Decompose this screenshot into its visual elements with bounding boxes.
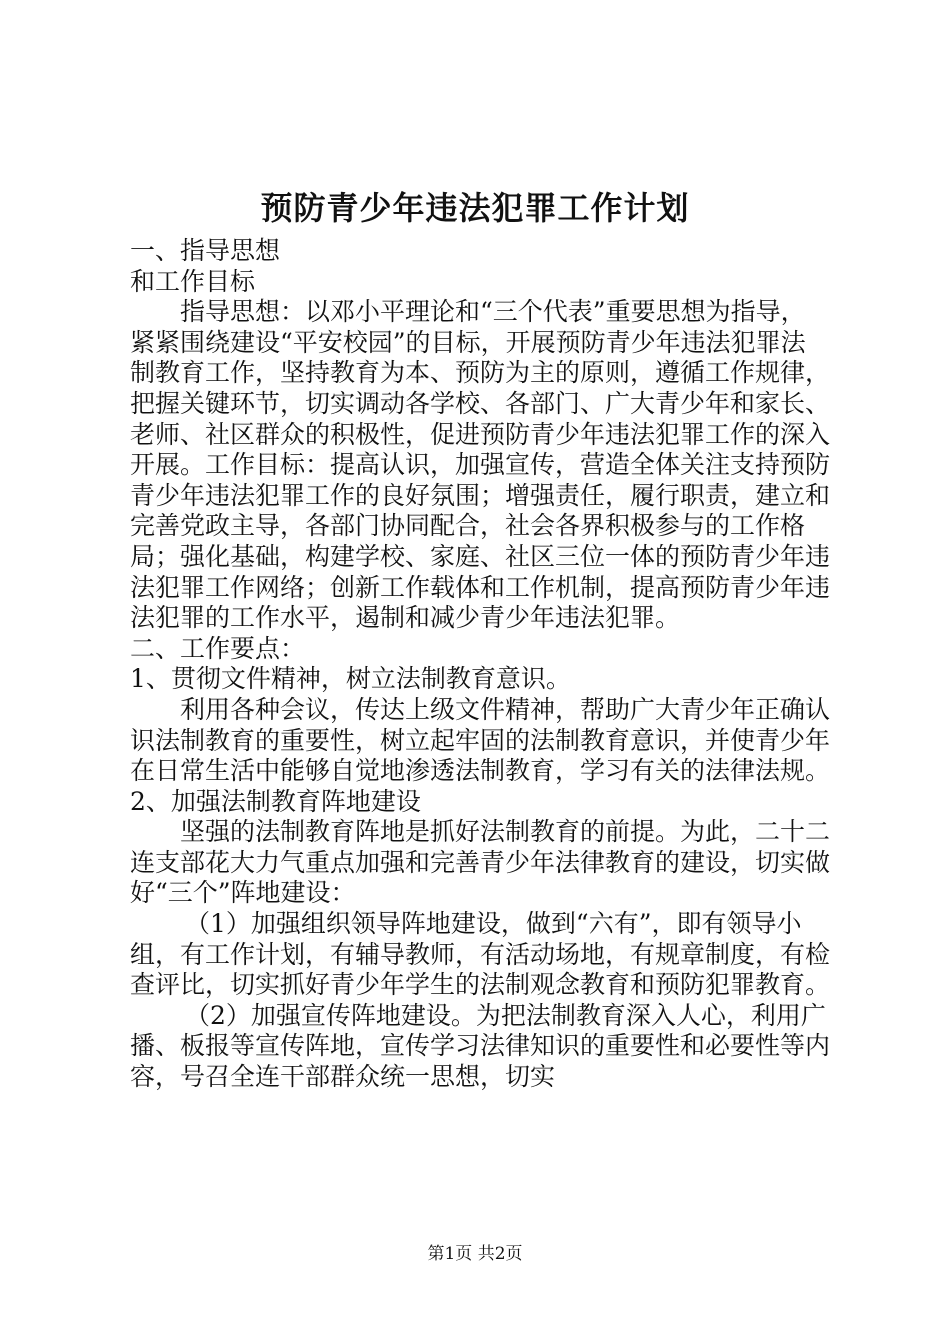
section-heading-2: 二、工作要点： [130,633,306,663]
subheading-2: 2、加强法制教育阵地建设 [130,786,421,816]
document-title: 预防青少年违法犯罪工作计划 [260,189,690,227]
paragraph-guiding-ideology: 指导思想：以邓小平理论和“三个代表”重要思想为指导，紧紧围绕建设“平安校园”的目标，开展预防青少年违法犯罪法制教育工作，坚持教育为本、预防为主的原则，遵循工作规律，把握关键环节，切实调动各学校、各部门、广大青少年和家长、老师、社区群众的积极性，促进预防青少年违法犯罪工作的深入开展。工作目标：提高认识，加强宣传，营造全体关注支持预防青少年违法犯罪工作的良好氛围；增强责任，履行职责，建立和完善党政主导，各部门协同配合，社会各界积极参与的工作格局；强化基础，构建学校、家庭、社区三位一体的预防青少年违法犯罪工作网络；创新工作载体和工作机制，提高预防青少年违法犯罪的工作水平，遏制和减少青少年违法犯罪。 [130,297,831,633]
subheading-1: 1、贯彻文件精神，树立法制教育意识。 [130,664,571,694]
list-item-organization: （1）加强组织领导阵地建设，做到“六有”，即有领导小组，有工作计划，有辅导教师，有活动场地，有规章制度，有检查评比，切实抓好青少年学生的法制观念教育和预防犯罪教育。 [130,909,831,1000]
paragraph-document-spirit: 利用各种会议，传达上级文件精神，帮助广大青少年正确认识法制教育的重要性，树立起牢固的法制教育意识，并使青少年在日常生活中能够自觉地渗透法制教育，学习有关的法律法规。 [130,694,831,786]
section-heading-1-continued: 和工作目标 [130,266,256,296]
page-number: 第1页 共2页 [427,1244,523,1264]
section-heading-1: 一、指导思想 [130,236,281,265]
document-body [130,236,830,1093]
list-item-publicity: （2）加强宣传阵地建设。为把法制教育深入人心，利用广播、板报等宣传阵地，宣传学习法律知识的重要性和必要性等内容，号召全连干部群众统一思想，切实 [130,1000,831,1092]
paragraph-education-base: 坚强的法制教育阵地是抓好法制教育的前提。为此，二十二连支部花大力气重点加强和完善青少年法律教育的建设，切实做好“三个”阵地建设： [130,817,831,908]
